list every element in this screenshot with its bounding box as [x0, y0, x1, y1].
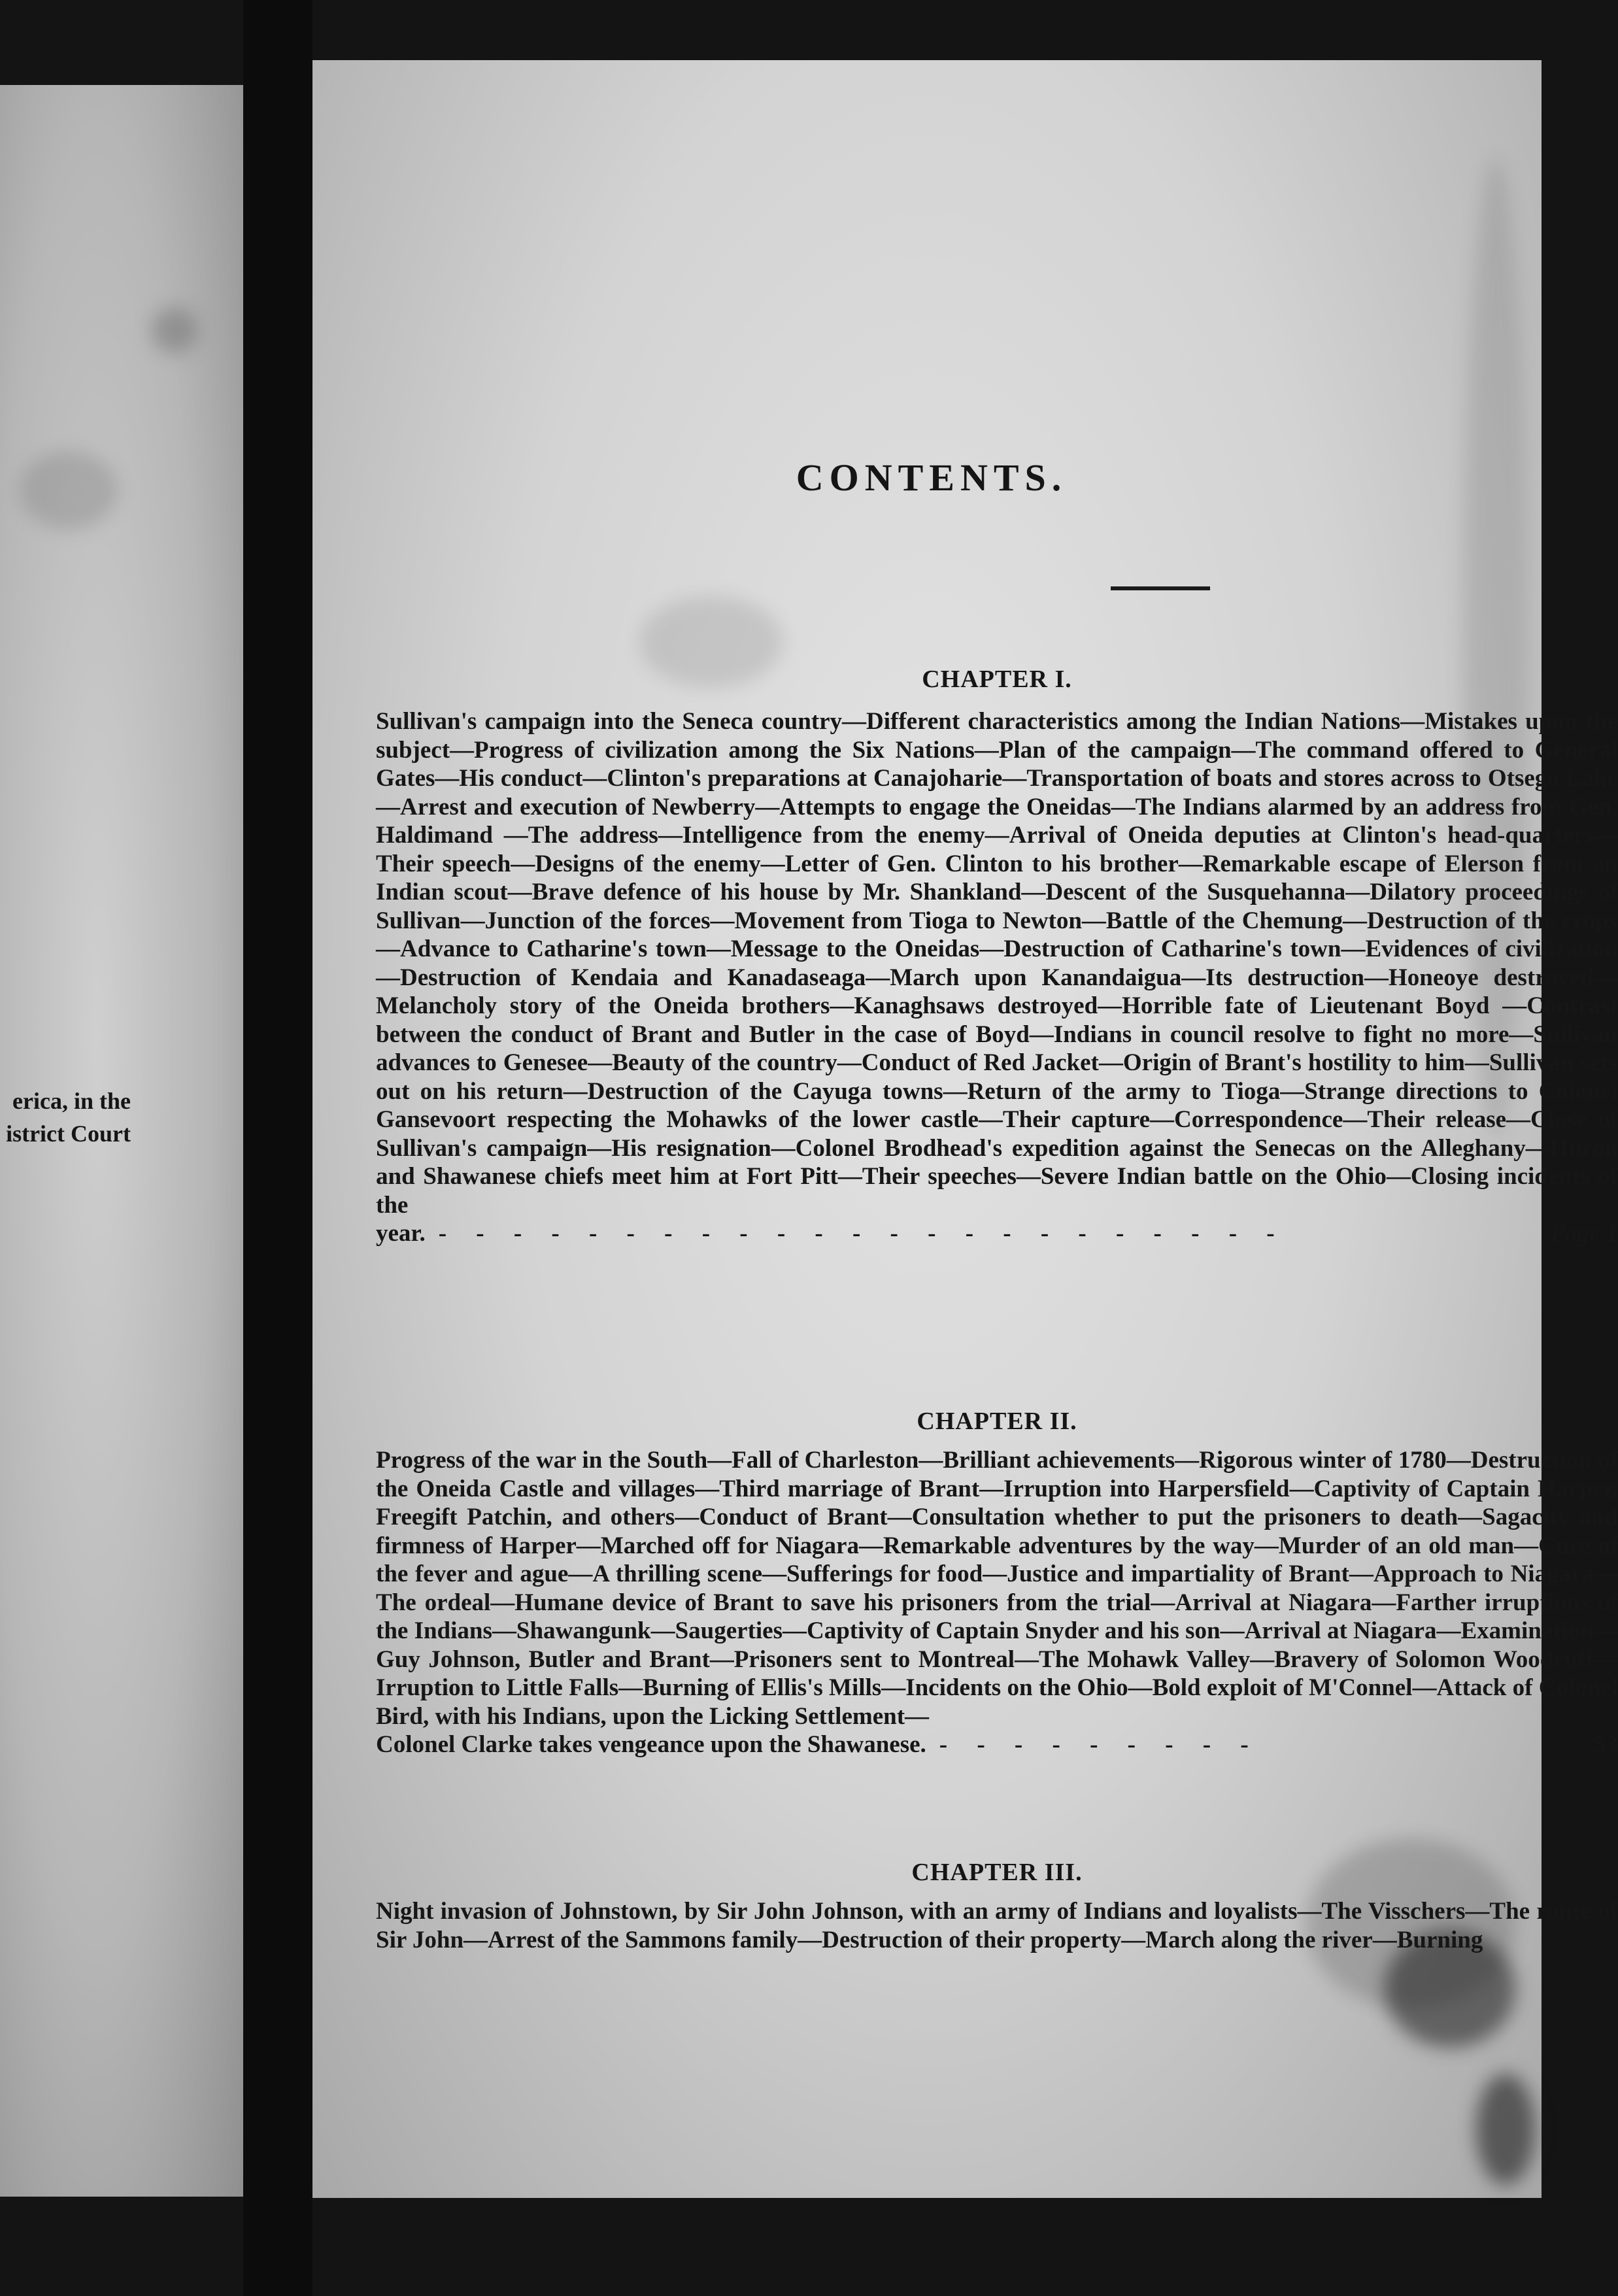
- title-rule: [1111, 586, 1210, 590]
- chapter-1-summary: [376, 707, 1618, 1248]
- leader-dots: - - - - - - - - - - - - - - - - - - - - - - -: [438, 1220, 1287, 1247]
- chapter-1-page-ref: Page 1: [1550, 1220, 1618, 1247]
- chapter-2-last-word: Colonel Clarke takes vengeance upon the Shawanese.: [376, 1731, 926, 1758]
- left-page-text-line-2: istrict Court: [6, 1121, 131, 1147]
- leader-dots: - - - - - - - - -: [939, 1731, 1260, 1758]
- chapter-1-entry-end: [376, 1219, 1618, 1248]
- contents-page: [312, 60, 1618, 2198]
- chapter-3-summary-text: Night invasion of Johnstown, by Sir John Johnson, with an army of Indians and loyalists—The Visschers—The route of Sir John—Arrest of the Sammons family—Destruction of their property—March along the river—Burning: [376, 1898, 1618, 1953]
- chapter-2-heading: CHAPTER II.: [917, 1408, 1077, 1435]
- chapter-3-heading: CHAPTER III.: [911, 1859, 1083, 1886]
- chapter-2-page-ref: 53: [1594, 1731, 1618, 1758]
- chapter-1-heading: CHAPTER I.: [922, 666, 1072, 693]
- chapter-1-last-word: year.: [376, 1220, 426, 1247]
- chapter-2-entry-end: [376, 1730, 1618, 1759]
- page-title: CONTENTS.: [796, 456, 1068, 499]
- chapter-1-summary-text: Sullivan's campaign into the Seneca country—Different characteristics among the Indian Nations—Mistakes upon the subject—Progress of civilization among the Six Nations—Plan of the campaign—The command offered to General Gates—His conduct—Clinton's preparations at Canajoharie—Transportation of boats and stores across to Otsego Lake—Arrest and execution of Newberry—Attempts to engage the Oneidas—The Indians alarmed by an address from Gen. Haldimand —The address—Intelligence from the enemy—Arrival of Oneida deputies at Clinton's head-quarters—Their speech—Designs of the enemy—Letter of Gen. Clinton to his brother—Remarkable escape of Elerson from an Indian scout—Brave defence of his house by Mr. Shankland—Descent of the Susquehanna—Dilatory proceedings of Sullivan—Junction of the forces—Movement from Tioga to Newton—Battle of the Chemung—Destruction of the crops—Advance to Catharine's town—Message to the Oneidas—Destruction of Catharine's town—Evidences of civilization—Destruction of Kendaia and Kanadaseaga—March upon Kanandaigua—Its destruction—Honeoye destroyed—Melancholy story of the Oneida brothers—Kanaghsaws destroyed—Horrible fate of Lieutenant Boyd —Contrast between the conduct of Brant and Butler in the case of Boyd—Indians in council resolve to fight no more—Sullivan advances to Genesee—Beauty of the country—Conduct of Red Jacket—Origin of Brant's hostility to him—Sullivan sets out on his return—Destruction of the Cayuga towns—Return of the army to Tioga—Strange directions to Colonel Gansevoort respecting the Mohawks of the lower castle—Their capture—Correspondence—Their release—Close of Sullivan's campaign—His resignation—Colonel Brodhead's expedition against the Senecas on the Alleghany—Huron and Shawanese chiefs meet him at Fort Pitt—Their speeches—Severe Indian battle on the Ohio—Closing incidents of the: [376, 708, 1618, 1219]
- chapter-3-summary: [376, 1897, 1618, 1954]
- book-gutter: [243, 0, 312, 2296]
- chapter-2-summary: [376, 1446, 1618, 1759]
- left-page-text-line-1: erica, in the: [12, 1088, 131, 1114]
- left-page-fragment: [0, 85, 243, 2197]
- chapter-2-summary-text: Progress of the war in the South—Fall of Charleston—Brilliant achievements—Rigorous winter of 1780—Destruction of the Oneida Castle and villages—Third marriage of Brant—Irruption into Harpersfield—Captivity of Captain Harper, Freegift Patchin, and others—Conduct of Brant—Consultation whether to put the prisoners to death—Sagacity and firmness of Harper—Marched off for Niagara—Remarkable adventures by the way—Murder of an old man—Cure of the fever and ague—A thrilling scene—Sufferings for food—Justice and impartiality of Brant—Approach to Niagara—The ordeal—Humane device of Brant to save his prisoners from the trial—Arrival at Niagara—Farther irruptions of the Indians—Shawangunk—Saugerties—Captivity of Captain Snyder and his son—Arrival at Niagara—Examination—Guy Johnson, Butler and Brant—Prisoners sent to Montreal—The Mohawk Valley—Bravery of Solomon Woodruff—Irruption to Little Falls—Burning of Ellis's Mills—Incidents on the Ohio—Bold exploit of M'Connel—Attack of Colonel Bird, with his Indians, upon the Licking Settlement—: [376, 1447, 1618, 1730]
